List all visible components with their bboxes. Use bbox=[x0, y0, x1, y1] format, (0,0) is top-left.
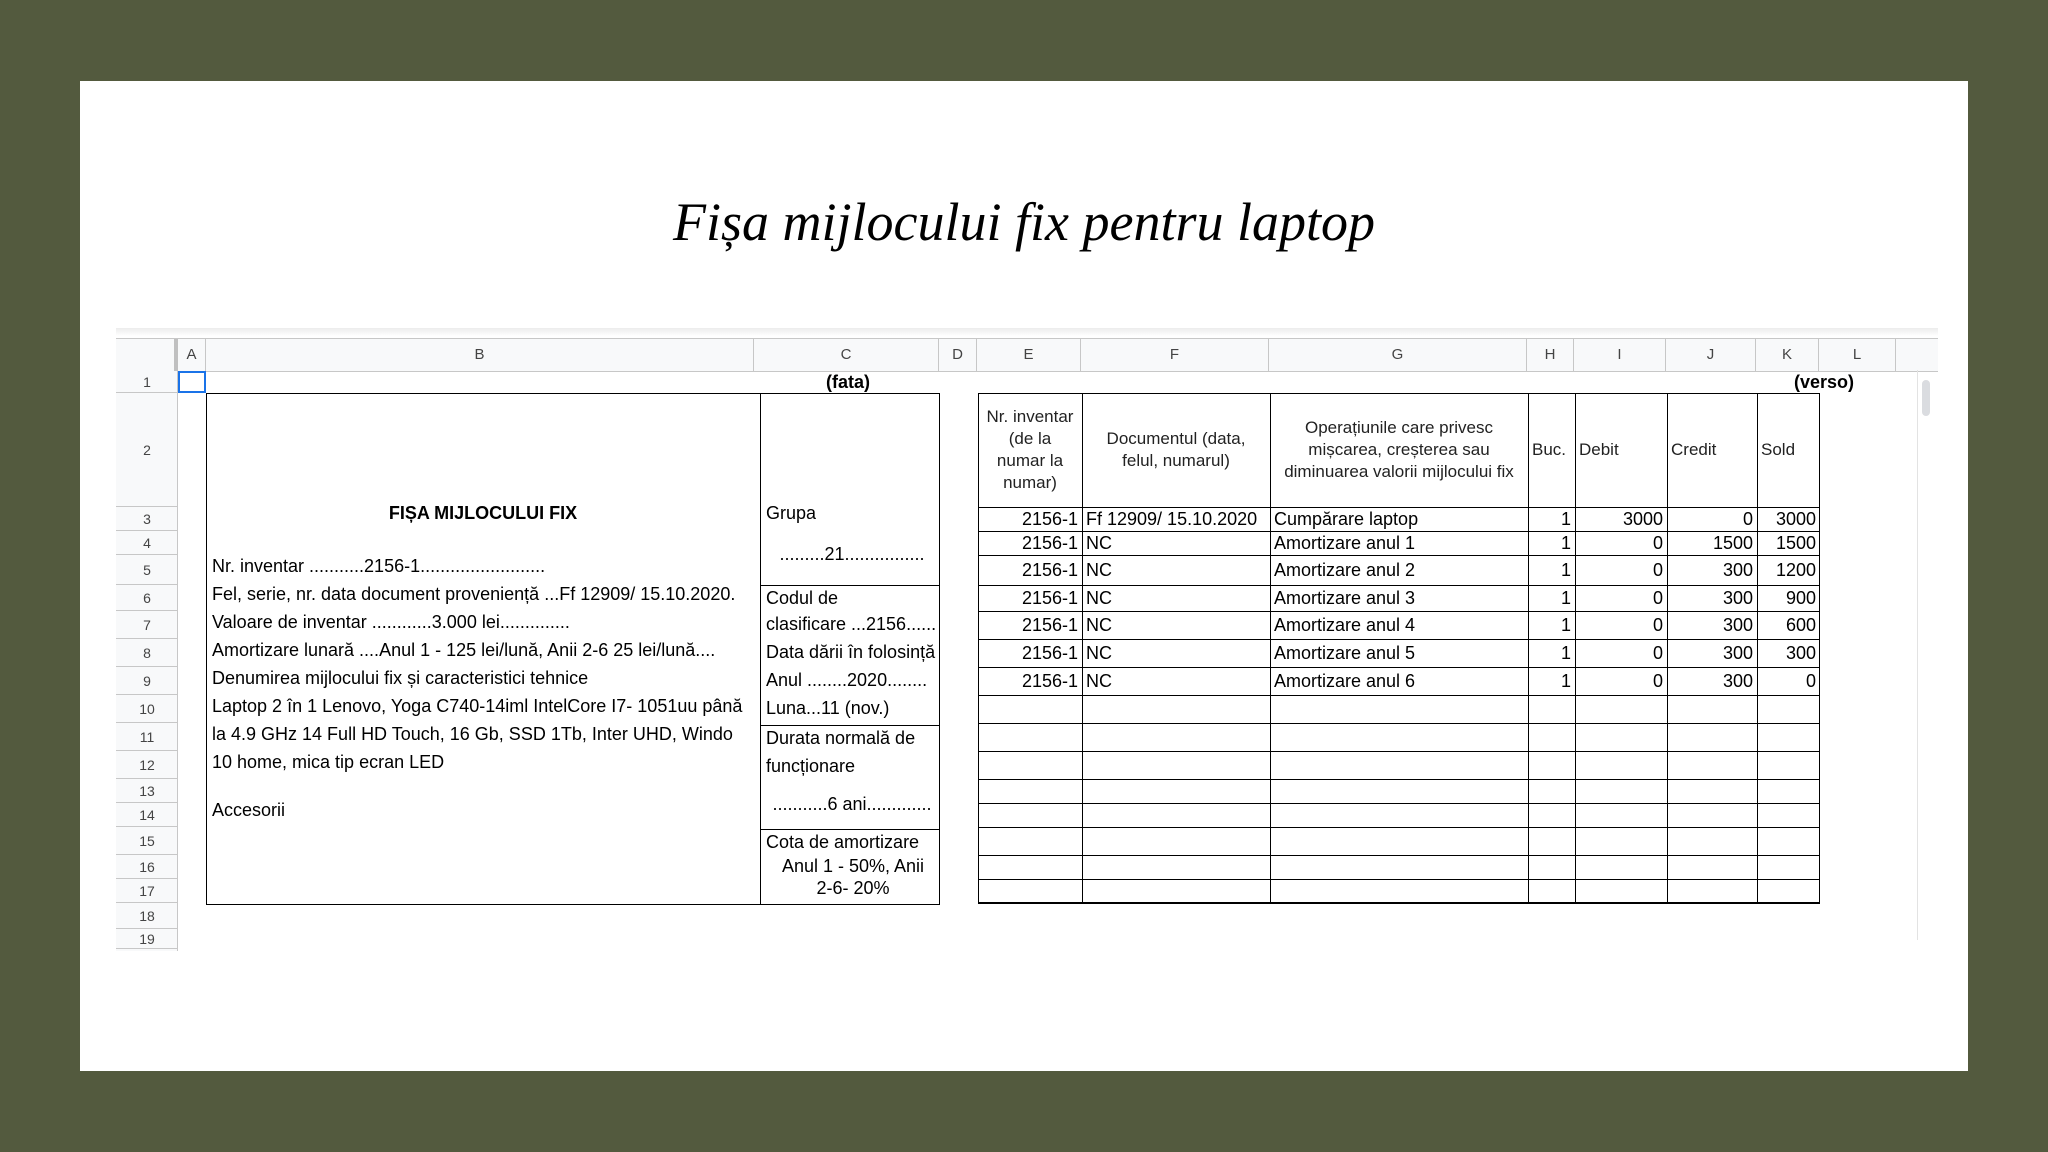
verso-cell-sold[interactable]: 600 bbox=[1785, 615, 1816, 635]
verso-cell-doc[interactable]: Ff 12909/ 15.10.2020 bbox=[1086, 509, 1258, 529]
verso-cell-credit[interactable]: 300 bbox=[1722, 643, 1753, 663]
verso-cell-doc[interactable]: NC bbox=[1086, 615, 1112, 635]
front-accessories: Accesorii bbox=[212, 800, 286, 820]
verso-cell-debit[interactable]: 0 bbox=[1652, 643, 1663, 663]
column-header-bar bbox=[116, 338, 1938, 372]
verso-cell-nr[interactable]: 2156-1 bbox=[1021, 509, 1078, 529]
verso-cell-sold[interactable]: 1200 bbox=[1775, 560, 1816, 580]
verso-header-doc: Documentul (data, felul, numarul) bbox=[1106, 429, 1246, 470]
verso-cell-op[interactable]: Amortizare anul 2 bbox=[1274, 560, 1416, 580]
verso-cell-credit[interactable]: 1500 bbox=[1712, 533, 1753, 553]
row-header-11[interactable]: 11 bbox=[116, 723, 178, 751]
verso-row-divider bbox=[978, 695, 1820, 696]
verso-row-divider bbox=[978, 779, 1820, 780]
front-line-document: Fel, serie, nr. data document proveniență ...Ff 12909/ 15.10.2020. bbox=[212, 584, 736, 604]
column-header-b[interactable]: B bbox=[206, 339, 754, 371]
slide bbox=[80, 81, 1968, 1071]
verso-cell-buc[interactable]: 1 bbox=[1560, 533, 1571, 553]
row-header-5[interactable]: 5 bbox=[116, 555, 178, 585]
verso-header-nr: Nr. inventar (de la numar la numar) bbox=[986, 407, 1074, 492]
spreadsheet-view[interactable] bbox=[116, 328, 1938, 947]
durata-label-2: funcționare bbox=[766, 756, 856, 776]
data-year: Anul ........2020........ bbox=[766, 670, 928, 690]
front-line-spec-3: 10 home, mica tip ecran LED bbox=[212, 752, 445, 772]
verso-row-divider bbox=[978, 879, 1820, 880]
front-line-name: Denumirea mijlocului fix și caracteristici tehnice bbox=[212, 668, 589, 688]
column-header-l[interactable]: L bbox=[1819, 339, 1896, 371]
verso-cell-buc[interactable]: 1 bbox=[1560, 643, 1571, 663]
column-header-i[interactable]: I bbox=[1574, 339, 1666, 371]
verso-cell-buc[interactable]: 1 bbox=[1560, 509, 1571, 529]
row-header-9[interactable]: 9 bbox=[116, 667, 178, 695]
verso-cell-nr[interactable]: 2156-1 bbox=[1021, 588, 1078, 608]
verso-cell-credit[interactable]: 300 bbox=[1722, 560, 1753, 580]
column-header-a[interactable]: A bbox=[178, 339, 206, 371]
front-line-spec-1: Laptop 2 în 1 Lenovo, Yoga C740-14iml IntelCore I7- 1051uu până bbox=[212, 696, 743, 716]
verso-header-sold: Sold bbox=[1761, 440, 1796, 459]
verso-cell-debit[interactable]: 0 bbox=[1652, 615, 1663, 635]
verso-cell-debit[interactable]: 0 bbox=[1652, 671, 1663, 691]
verso-cell-debit[interactable]: 0 bbox=[1652, 560, 1663, 580]
vertical-scrollbar-thumb[interactable] bbox=[1922, 380, 1930, 416]
column-header-j[interactable]: J bbox=[1666, 339, 1756, 371]
row-header-6[interactable]: 6 bbox=[116, 585, 178, 611]
verso-cell-sold[interactable]: 0 bbox=[1805, 671, 1816, 691]
verso-row-divider bbox=[978, 723, 1820, 724]
cell-grid[interactable] bbox=[178, 371, 1938, 951]
verso-cell-op[interactable]: Amortizare anul 5 bbox=[1274, 643, 1416, 663]
verso-cell-nr[interactable]: 2156-1 bbox=[1021, 533, 1078, 553]
column-header-g[interactable]: G bbox=[1269, 339, 1527, 371]
data-month: Luna...11 (nov.) bbox=[766, 698, 890, 718]
cota-value: Anul 1 - 50%, Anii 2-6- 20% bbox=[781, 856, 925, 898]
front-sep-1 bbox=[760, 585, 940, 586]
verso-cell-credit[interactable]: 300 bbox=[1722, 671, 1753, 691]
column-header-f[interactable]: F bbox=[1081, 339, 1269, 371]
selected-cell-a1[interactable] bbox=[178, 371, 206, 393]
durata-label-1: Durata normală de bbox=[766, 728, 916, 748]
front-sep-3 bbox=[760, 829, 940, 830]
verso-cell-debit[interactable]: 0 bbox=[1652, 588, 1663, 608]
front-line-spec-2: la 4.9 GHz 14 Full HD Touch, 16 Gb, SSD 1Tb, Inter UHD, Windo bbox=[212, 724, 733, 744]
verso-row-divider bbox=[978, 803, 1820, 804]
verso-cell-debit[interactable]: 3000 bbox=[1622, 509, 1663, 529]
verso-row-divider bbox=[978, 903, 1820, 904]
verso-row-divider bbox=[978, 827, 1820, 828]
verso-cell-buc[interactable]: 1 bbox=[1560, 560, 1571, 580]
verso-cell-nr[interactable]: 2156-1 bbox=[1021, 560, 1078, 580]
verso-cell-credit[interactable]: 0 bbox=[1742, 509, 1753, 529]
verso-cell-buc[interactable]: 1 bbox=[1560, 588, 1571, 608]
column-header-k[interactable]: K bbox=[1756, 339, 1819, 371]
verso-header-debit: Debit bbox=[1579, 440, 1619, 459]
verso-cell-op[interactable]: Amortizare anul 6 bbox=[1274, 671, 1416, 691]
row-header-13[interactable]: 13 bbox=[116, 779, 178, 803]
column-header-c[interactable]: C bbox=[754, 339, 939, 371]
data-label: Data dării în folosință bbox=[766, 642, 936, 662]
grupa-label: Grupa bbox=[766, 503, 817, 523]
column-header-e[interactable]: E bbox=[977, 339, 1081, 371]
verso-cell-debit[interactable]: 0 bbox=[1652, 533, 1663, 553]
verso-cell-sold[interactable]: 900 bbox=[1785, 588, 1816, 608]
verso-cell-sold[interactable]: 1500 bbox=[1775, 533, 1816, 553]
cod-value: clasificare ...2156...... bbox=[766, 614, 937, 634]
verso-row-divider bbox=[978, 855, 1820, 856]
row-header-18[interactable]: 18 bbox=[116, 903, 178, 929]
row-header-19[interactable]: 19 bbox=[116, 929, 178, 949]
verso-cell-doc[interactable]: NC bbox=[1086, 643, 1112, 663]
column-header-d[interactable]: D bbox=[939, 339, 977, 371]
row-header-17[interactable]: 17 bbox=[116, 879, 178, 903]
front-sep-2 bbox=[760, 725, 940, 726]
verso-cell-doc[interactable]: NC bbox=[1086, 671, 1112, 691]
row-header-10[interactable]: 10 bbox=[116, 695, 178, 723]
verso-cell-op[interactable]: Cumpărare laptop bbox=[1274, 509, 1419, 529]
verso-cell-sold[interactable]: 3000 bbox=[1775, 509, 1816, 529]
row-header-1[interactable]: 1 bbox=[116, 371, 178, 393]
row-header-3[interactable]: 3 bbox=[116, 507, 178, 531]
front-line-value: Valoare de inventar ............3.000 lei.............. bbox=[212, 612, 570, 632]
row-header-4[interactable]: 4 bbox=[116, 531, 178, 555]
verso-cell-sold[interactable]: 300 bbox=[1785, 643, 1816, 663]
verso-row-divider bbox=[978, 751, 1820, 752]
verso-cell-nr[interactable]: 2156-1 bbox=[1021, 671, 1078, 691]
verso-cell-nr[interactable]: 2156-1 bbox=[1021, 615, 1078, 635]
slide-title: Fișa mijlocului fix pentru laptop bbox=[673, 192, 1375, 252]
verso-header-buc: Buc. bbox=[1532, 440, 1567, 459]
row-header-bar bbox=[116, 371, 178, 951]
verso-header-credit: Credit bbox=[1671, 440, 1717, 459]
select-all-corner[interactable] bbox=[116, 339, 178, 371]
row-header-2[interactable]: 2 bbox=[116, 393, 178, 507]
verso-cell-op[interactable]: Amortizare anul 4 bbox=[1274, 615, 1416, 635]
cota-label: Cota de amortizare bbox=[766, 832, 920, 852]
verso-cell-doc[interactable]: NC bbox=[1086, 533, 1112, 553]
front-line-amortization: Amortizare lunară ....Anul 1 - 125 lei/lună, Anii 2-6 25 lei/lună.... bbox=[212, 640, 716, 660]
durata-value: ...........6 ani............. bbox=[772, 794, 932, 814]
verso-cell-nr[interactable]: 2156-1 bbox=[1021, 643, 1078, 663]
form-heading: FIȘA MIJLOCULUI FIX bbox=[388, 503, 578, 523]
column-header-h[interactable]: H bbox=[1527, 339, 1574, 371]
verso-label: (verso) bbox=[1793, 372, 1854, 392]
verso-header-op: Operațiunile care privesc mișcarea, creșterea sau diminuarea valorii mijlocului fix bbox=[1284, 418, 1514, 481]
row-header-8[interactable]: 8 bbox=[116, 639, 178, 667]
toolbar-shadow bbox=[116, 328, 1938, 336]
fata-label: (fata) bbox=[826, 372, 870, 392]
row-header-12[interactable]: 12 bbox=[116, 751, 178, 779]
row-header-7[interactable]: 7 bbox=[116, 611, 178, 639]
verso-cell-doc[interactable]: NC bbox=[1086, 560, 1112, 580]
vertical-scrollbar-track[interactable] bbox=[1917, 370, 1930, 940]
cod-label: Codul de bbox=[766, 588, 839, 608]
verso-cell-credit[interactable]: 300 bbox=[1722, 615, 1753, 635]
verso-cell-buc[interactable]: 1 bbox=[1560, 671, 1571, 691]
row-header-16[interactable]: 16 bbox=[116, 855, 178, 879]
verso-cell-credit[interactable]: 300 bbox=[1722, 588, 1753, 608]
verso-cell-buc[interactable]: 1 bbox=[1560, 615, 1571, 635]
row-header-15[interactable]: 15 bbox=[116, 827, 178, 855]
verso-cell-doc[interactable]: NC bbox=[1086, 588, 1112, 608]
row-header-14[interactable]: 14 bbox=[116, 803, 178, 827]
front-line-inventory: Nr. inventar ...........2156-1......................... bbox=[212, 556, 546, 576]
verso-cell-op[interactable]: Amortizare anul 1 bbox=[1274, 533, 1416, 553]
grupa-value: .........21................ bbox=[779, 544, 925, 564]
verso-cell-op[interactable]: Amortizare anul 3 bbox=[1274, 588, 1416, 608]
